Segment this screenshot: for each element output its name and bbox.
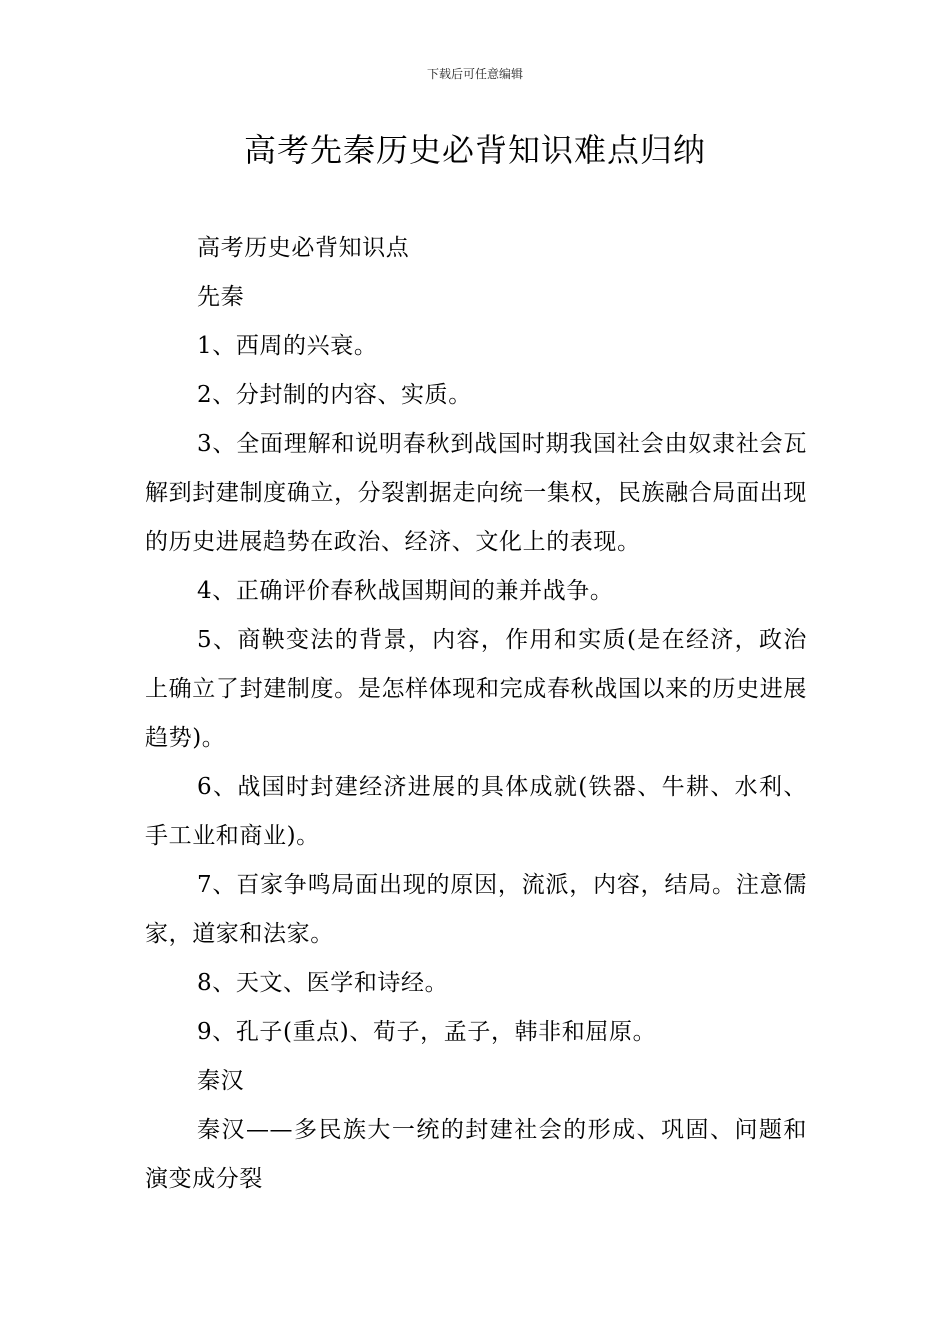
list-item-5: 5、商鞅变法的背景，内容，作用和实质(是在经济，政治上确立了封建制度。是怎样体现和完成春秋战国以来的历史进展趋势)。 — [145, 627, 807, 751]
list-item-4: 4、正确评价春秋战国期间的兼并战争。 — [197, 578, 614, 604]
document-body — [145, 224, 807, 1204]
list-item-3: 3、全面理解和说明春秋到战国时期我国社会由奴隶社会瓦解到封建制度确立，分裂割据走向统一集权，民族融合局面出现的历史进展趋势在政治、经济、文化上的表现。 — [145, 431, 807, 555]
page-title: 高考先秦历史必背知识难点归纳 — [243, 131, 706, 169]
section-heading-qinhan: 秦汉 — [197, 1068, 245, 1094]
paragraph-subtitle: 高考历史必背知识点 — [197, 235, 410, 261]
list-item-8: 8、天文、医学和诗经。 — [197, 970, 449, 996]
list-item-7: 7、百家争鸣局面出现的原因，流派，内容，结局。注意儒家，道家和法家。 — [145, 872, 807, 947]
list-item-6: 6、战国时封建经济进展的具体成就(铁器、牛耕、水利、手工业和商业)。 — [145, 774, 807, 849]
section-heading-xianqin: 先秦 — [197, 284, 245, 310]
paragraph-qinhan-summary: 秦汉——多民族大一统的封建社会的形成、巩固、问题和演变成分裂 — [145, 1117, 807, 1192]
list-item-2: 2、分封制的内容、实质。 — [197, 382, 472, 408]
header-note: 下载后可任意编辑 — [426, 67, 523, 81]
list-item-1: 1、西周的兴衰。 — [197, 333, 378, 359]
list-item-9: 9、孔子(重点)、荀子，孟子，韩非和屈原。 — [197, 1019, 657, 1045]
